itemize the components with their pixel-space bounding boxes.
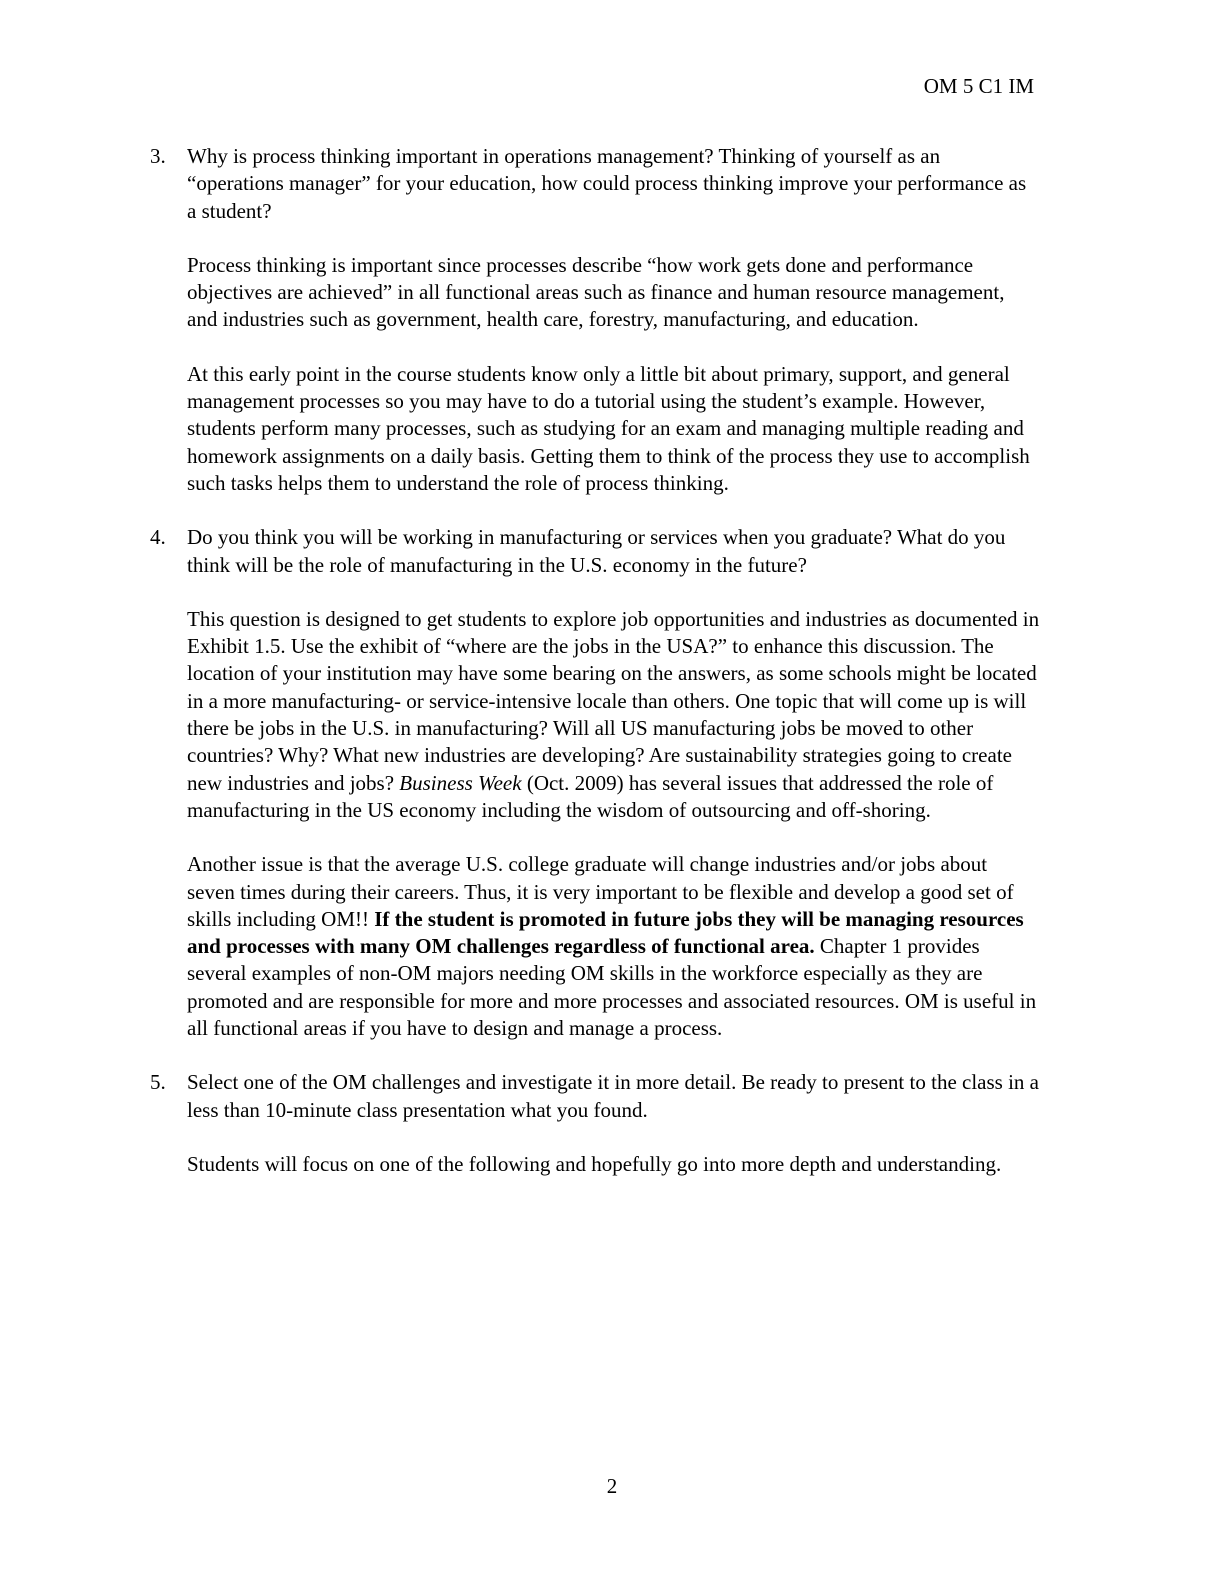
page-number: 2 [606,1474,618,1498]
answer-paragraph [150,851,1040,1042]
question-number: 4. [150,525,166,550]
answer-text: This question is designed to get students to explore job opportunities and industries as documented in Exhibit 1.5. Use the exhibit of “where are the jobs in the USA?” to enhance this discussion. The location of your institution may have some bearing on the answers, as some schools might be located in a more manufacturing- or service-intensive locale than others. One topic that will come up is will there be jobs in the U.S. in manufacturing? Will all US manufacturing jobs be moved to other countries? Why? What new industries are developing? Are sustainability strategies going to create new industries and jobs? [187,606,1040,795]
publication-title: Business Week [399,770,522,795]
answer-paragraph: Process thinking is important since processes describe “how work gets done and performance objectives are achieved” in all functional areas such as finance and human resource management, and industries such as government, health care, forestry, manufacturing, and education. [187,252,1005,332]
answer-paragraph: At this early point in the course students know only a little bit about primary, support, and general management processes so you may have to do a tutorial using the student’s example. However, students perform many processes, such as studying for an exam and managing multiple reading and homework assignments on a daily basis. Getting them to think of the process they use to accomplish such tasks helps them to understand the role of process thinking. [187,361,1030,495]
answer-text: Chapter 1 provides several examples of non-OM majors needing OM skills in the workforce especially as they are promoted and are responsible for more and more processes and associated resources. OM is useful in all functional areas if you have to design and manage a process. [187,934,1037,1041]
question-text: Select one of the OM challenges and investigate it in more detail. Be ready to present to the class in a less than 10-minute class presentation what you found. [187,1070,1039,1122]
document-header-code: OM 5 C1 IM [923,74,1034,98]
question-number: 3. [150,144,166,168]
answer-text: (Oct. 2009) has several issues that addressed the role of manufacturing in the US economy including the wisdom of outsourcing and off-shoring. [187,770,994,822]
answer-paragraph [150,606,1040,824]
answer-text: Another issue is that the average U.S. college graduate will change industries and/or jobs about seven times during their careers. Thus, it is very important to be flexible and develop a good set of skills including OM!! [187,852,1014,931]
question-5 [150,1069,1040,1124]
question-number: 5. [150,1070,166,1095]
emphasized-text: If the student is promoted in future jobs they will be managing resources and processes with many OM challenges regardless of functional area. [187,906,1024,959]
question-text: Do you think you will be working in manufacturing or services when you graduate? What do you think will be the role of manufacturing in the U.S. economy in the future? [187,525,1006,577]
question-4 [150,524,1040,579]
answer-paragraph: Students will focus on one of the following and hopefully go into more depth and understanding. [187,1151,1002,1176]
document-body [150,143,1040,1178]
question-3 [150,143,1040,225]
question-text: Why is process thinking important in operations management? Thinking of yourself as an “operations manager” for your education, how could process thinking improve your performance as a student? [187,144,1027,223]
